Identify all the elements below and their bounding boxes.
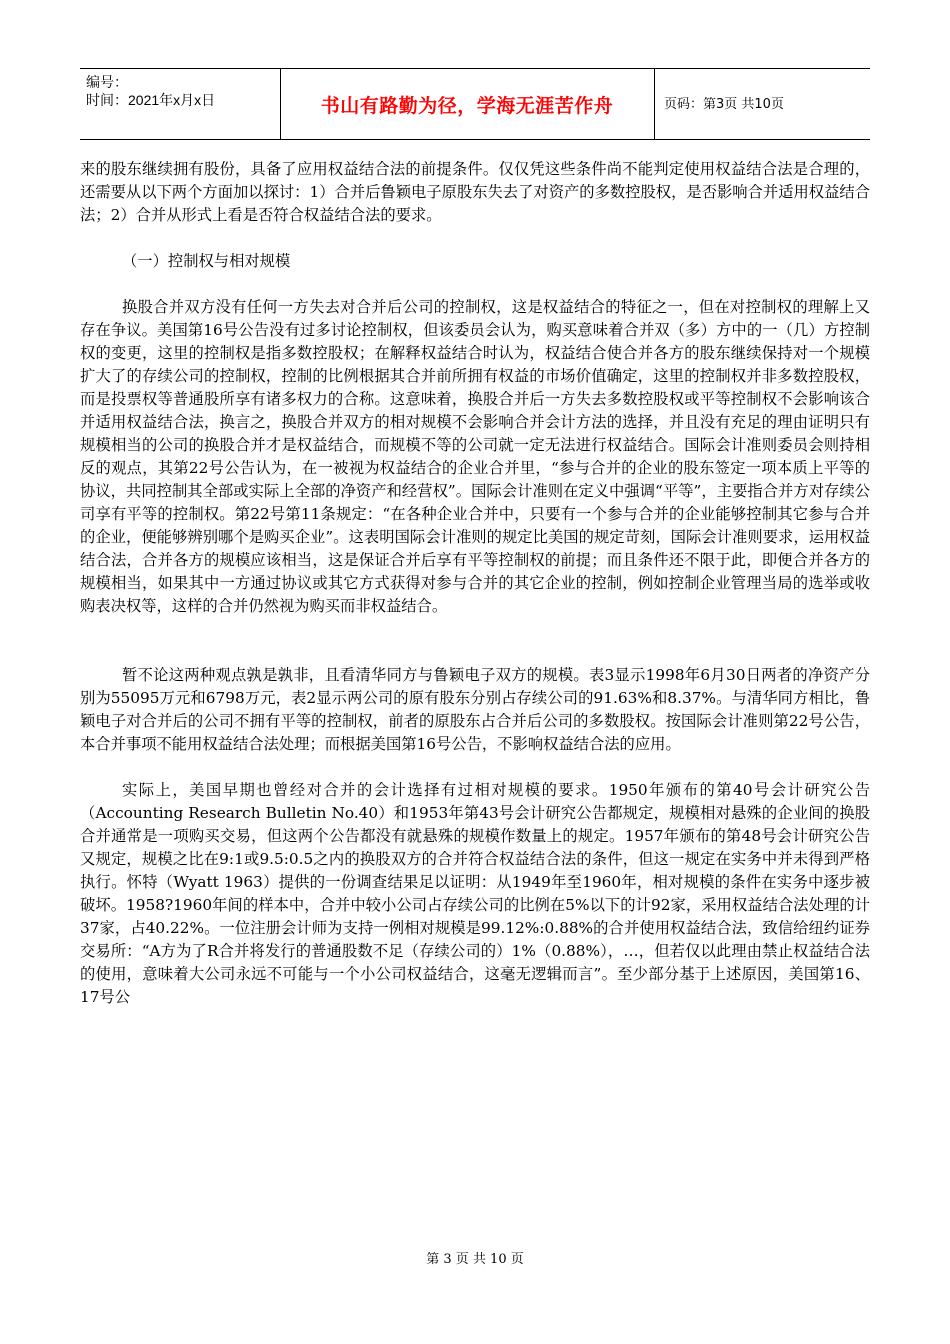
paragraph-4: 实际上，美国早期也曾经对合并的会计选择有过相对规模的要求。1950年颁布的第40号会计研究公告（Accounting Research Bulletin No.40）和1953年第43号会计研究公告都规定，规模相对悬殊的企业间的换股合并通常是一项购买交易，但这两个公告都没有就悬殊的规模作数量上的规定。1957年颁布的第48号会计研究公告又规定，规模之比在9:1或9.5:0.5之内的换股双方的合并符合权益结合法的条件，但这一规定在实务中并未得到严格执行。怀特（Wyatt 1963）提供的一份调查结果足以证明：从1949年至1960年，相对规模的条件在实务中逐步被破坏。1958?1960年间的样本中，合并中较小公司占存续公司的比例在5%以下的计92家，采用权益结合法处理的计37家，占40.22%。一位注册会计师为支持一例相对规模是99.12%:0.88%的合并使用权益结合法，致信给纽约证券交易所：“A方为了R合并将发行的普通股数不足（存续公司的）1%（0.88%），…，但若仅以此理由禁止权益结合法的使用，意味着大公司永远不可能与一个小公司权益结合，这毫无逻辑而言”。至少部分基于上述原因，美国第16、17号公 <box>80 781 870 1006</box>
document-body <box>80 158 870 1009</box>
page-header <box>80 68 870 140</box>
section-heading: （一）控制权与相对规模 <box>122 252 291 270</box>
page-footer: 第 3 页 共 10 页 <box>426 1252 524 1267</box>
header-divider <box>654 69 655 139</box>
paragraph-2: 换股合并双方没有任何一方失去对合并后公司的控制权，这是权益结合的特征之一，但在对控制权的理解上又存在争议。美国第16号公告没有过多讨论控制权，但该委员会认为，购买意味着合并双（多）方中的一（几）方控制权的变更，这里的控制权是指多数控股权；在解释权益结合时认为，权益结合使合并各方的股东继续保持对一个规模扩大了的存续公司的控制权，控制的比例根据其合并前所拥有权益的市场价值确定，这里的控制权并非多数控股权，而是投票权等普通股所享有诸多权力的合称。这意味着，换股合并后一方失去多数控股权或平等控制权不会影响该合并适用权益结合法，换言之，换股合并双方的相对规模不会影响合并会计方法的选择，并且没有充足的理由证明只有规模相当的公司的换股合并才是权益结合，而规模不等的公司就一定无法进行权益结合。国际会计准则委员会则持相反的观点，其第22号公告认为，在一被视为权益结合的企业合并里，“参与合并的企业的股东签定一项本质上平等的协议，共同控制其全部或实际上全部的净资产和经营权”。国际会计准则在定义中强调“平等”，主要指合并方对存续公司享有平等的控制权。第22号第11条规定：“在各种企业合并中，只要有一个参与合并的企业能够控制其它参与合并的企业，便能够辨别哪个是购买企业”。这表明国际会计准则的规定比美国的规定苛刻，国际会计准则要求，运用权益结合法，合并各方的规模应该相当，这是保证合并后享有平等控制权的前提；而且条件还不限于此，即便合并各方的规模相当，如果其中一方通过协议或其它方式获得对参与合并的其它企业的控制，例如控制企业管理当局的选举或收购表决权等，这样的合并仍然视为购买而非权益结合。 <box>80 298 870 615</box>
header-meta <box>86 73 215 109</box>
header-motto: 书山有路勤为径，学海无涯苦作舟 <box>320 95 614 117</box>
document-date: 时间：2021年x月x日 <box>86 92 216 108</box>
paragraph-3: 暂不论这两种观点孰是孰非，且看清华同方与鲁颖电子双方的规模。表3显示1998年6月30日两者的净资产分别为55095万元和6798万元，表2显示两公司的原有股东分别占存续公司的91.63%和8.37%。与清华同方相比，鲁颖电子对合并后的公司不拥有平等的控制权，前者的原股东占合并后公司的多数股权。按国际会计准则第22号公告，本合并事项不能用权益结合法处理；而根据美国第16号公告，不影响权益结合法的应用。 <box>80 666 870 753</box>
paragraph-1: 来的股东继续拥有股份，具备了应用权益结合法的前提条件。仅仅凭这些条件尚不能判定使用权益结合法是合理的，还需要从以下两个方面加以探讨：1）合并后鲁颖电子原股东失去了对资产的多数控股权，是否影响合并适用权益结合法；2）合并从形式上看是否符合权益结合法的要求。 <box>80 160 870 224</box>
document-number-label: 编号： <box>86 74 128 90</box>
header-page-info: 页码：第3页 共10页 <box>664 97 784 112</box>
